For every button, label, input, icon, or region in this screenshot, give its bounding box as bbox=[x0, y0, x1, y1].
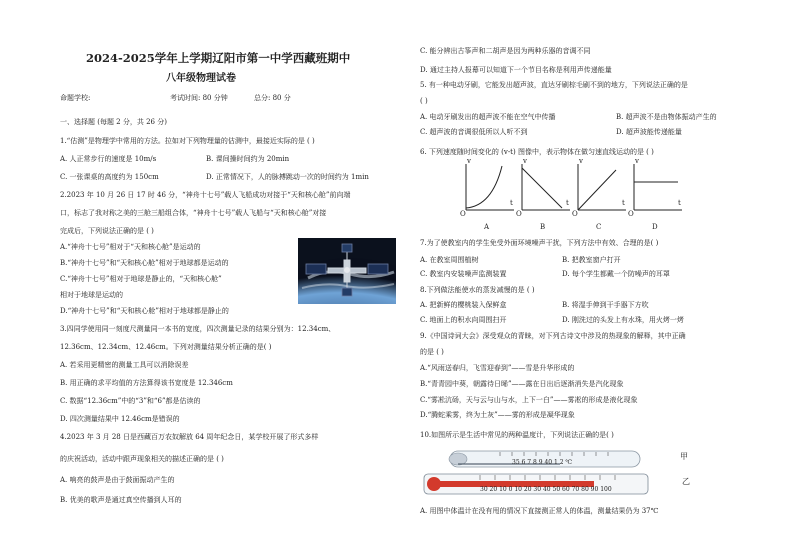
q3-option-d: D. 四次测量结果中 12.46cm是错误的 bbox=[60, 415, 180, 423]
graph-c-v-label: v bbox=[579, 157, 583, 165]
q9-option-c: C.“雾凇沆砀，天与云与山与水，上下一白”——雾凇的形成是液化现象 bbox=[420, 396, 638, 404]
question-3: 3.四同学使用同一刻度尺测量同一本书的宽度，四次测量记录的结果分别为：12.34cm、 bbox=[60, 325, 336, 333]
q3-option-c: C. 数据“12.36cm”中的“3”和“6”都是估读的 bbox=[60, 397, 201, 405]
q7-option-a: A. 在教室周围植树 bbox=[420, 256, 479, 264]
graph-a-label: A bbox=[484, 223, 490, 231]
q4-option-a: A. 响亮的鼓声是由于鼓面振动产生的 bbox=[60, 476, 175, 484]
vt-graph-d bbox=[626, 160, 684, 220]
thermometer-jia-scale: 35 6 7 8 9 40 1 2 ℃ bbox=[512, 459, 573, 466]
question-3-line-2: 12.36cm、12.34cm、12.46cm。下列对测量结果分析正确的是( ) bbox=[60, 343, 272, 351]
q5-option-c: C. 超声波的音调很低所以人听不到 bbox=[420, 128, 528, 136]
space-station-photo bbox=[298, 238, 396, 304]
thermometer-yi-scale: 30 20 10 0 10 20 30 40 50 60 70 80 90 100 bbox=[480, 486, 612, 493]
q9-option-d: D.“腾蛇乘雾，终为土灰”——雾的形成是凝华现象 bbox=[420, 411, 575, 419]
q2-option-d: D.“神舟十七号”和“天和核心舱”相对于地球都是静止的 bbox=[60, 307, 229, 315]
graph-a-v-label: v bbox=[467, 157, 471, 165]
q5-option-d: D. 超声波能传递能量 bbox=[616, 128, 682, 136]
q3-option-a: A. 若采用更精密的测量工具可以消除误差 bbox=[60, 361, 189, 369]
vt-graph-c bbox=[570, 160, 628, 220]
q7-option-d: D. 每个学生都戴一个防噪声的耳罩 bbox=[562, 270, 670, 278]
question-8: 8.下列做法能使水的蒸发减慢的是 ( ) bbox=[420, 286, 535, 294]
question-2: 2.2023 年 10 月 26 日 17 时 46 分，“神舟十七号”载人飞船成功对接于“天和核心舱”前向端 bbox=[60, 191, 351, 199]
graph-b-label: B bbox=[540, 223, 546, 231]
q9-option-a: A.“风雨送春归，飞雪迎春到”——雪是升华形成的 bbox=[420, 364, 575, 372]
q10-option-a: A. 用图中体温计在没有甩的情况下直接测正常人的体温，测量结果仍为 37℃ bbox=[420, 507, 659, 515]
q2-option-c-line-2: 相对于地球是运动的 bbox=[60, 291, 123, 299]
question-4-line-2: 的庆祝活动，活动中跟声现象相关的描述正确的是 ( ) bbox=[60, 455, 224, 463]
question-6: 6. 下列速度随时间变化的 (v-t) 图像中，表示物体在做匀速直线运动的是 ( ) bbox=[420, 148, 654, 156]
question-2-line-3: 完成后，下列说法正确的是 ( ) bbox=[60, 227, 154, 235]
exam-subtitle: 八年级物理试卷 bbox=[166, 73, 236, 84]
thermometer-yi bbox=[420, 471, 652, 497]
graph-b-t-label: t bbox=[566, 199, 569, 207]
graph-a-t-label: t bbox=[510, 199, 513, 207]
graph-b-origin: O bbox=[516, 210, 522, 218]
q8-option-c: C. 地面上的积水向周围扫开 bbox=[420, 316, 507, 324]
question-9-line-2: 的是 ( ) bbox=[420, 348, 444, 356]
meta-school: 命题学校: bbox=[60, 94, 91, 102]
vt-graph-b bbox=[514, 160, 572, 220]
question-7: 7.为了使教室内的学生免受外面环境噪声干扰，下列方法中有效、合理的是( ) bbox=[420, 239, 659, 247]
q2-option-c: C.“神舟十七号”相对于地球是静止的，“天和核心舱” bbox=[60, 275, 222, 283]
q1-option-b: B. 课间操时间约为 20min bbox=[206, 155, 290, 163]
q2-option-a: A.“神舟十七号”相对于“天和核心舱”是运动的 bbox=[60, 243, 201, 251]
q1-option-a: A. 人正常步行的速度是 10m/s bbox=[60, 155, 157, 163]
q5-option-a: A. 电动牙刷发出的超声波不能在空气中传播 bbox=[420, 113, 556, 121]
graph-b-v-label: v bbox=[523, 157, 527, 165]
exam-title: 2024-2025学年上学期辽阳市第一中学西藏班期中 bbox=[86, 51, 351, 65]
q1-option-c: C. 一张课桌的高度约为 150cm bbox=[60, 173, 159, 181]
q4-option-d: D. 通过主持人报幕可以知道下一个节目名称是利用声传递能量 bbox=[420, 66, 612, 74]
question-4: 4.2023 年 3 月 28 日是西藏百万农奴解放 64 周年纪念日，某学校开展了形式多样 bbox=[60, 433, 319, 441]
q9-option-b: B.“青青园中葵，朝露待日晞”——露在日出后逐渐消失是汽化现象 bbox=[420, 380, 624, 388]
graph-c-origin: O bbox=[572, 210, 578, 218]
vt-graph-a bbox=[458, 160, 516, 220]
question-5: 5. 有一种电动牙刷，它能发出超声波，直达牙刷棕毛刷不到的地方，下列说法正确的是 bbox=[420, 81, 688, 89]
question-9: 9.《中国诗词大会》深受观众的青睐，对下列古诗文中涉及的热现象的解释，其中正确 bbox=[420, 332, 686, 340]
section-heading: 一、选择题 (每题 2 分，共 26 分) bbox=[60, 118, 167, 126]
graph-d-label: D bbox=[652, 223, 658, 231]
meta-score: 总分: 80 分 bbox=[254, 94, 291, 102]
q5-option-b: B. 超声波不是由物体振动产生的 bbox=[616, 113, 717, 121]
graph-a-origin: O bbox=[460, 210, 466, 218]
graph-c-t-label: t bbox=[622, 199, 625, 207]
graph-d-t-label: t bbox=[678, 199, 681, 207]
question-10: 10.如图所示是生活中常见的两种温度计，下列说法正确的是( ) bbox=[420, 431, 614, 439]
question-5-line-2: ( ) bbox=[420, 97, 428, 105]
graph-d-origin: O bbox=[628, 210, 634, 218]
question-2-line-2: 口，标志了我对称之美的三舱三船组合体，“神舟十七号”载人飞船与“天和核心舱”对接 bbox=[60, 209, 327, 217]
q8-option-d: D. 刚洗过的头发上有水珠，用火烤一烤 bbox=[562, 316, 684, 324]
q4-option-c: C. 能分辨出古筝声和二胡声是因为两种乐器的音调不同 bbox=[420, 47, 591, 55]
q1-option-d: D. 正常情况下，人的脉搏跳动一次的时间约为 1min bbox=[206, 173, 369, 181]
q7-option-c: C. 教室内安装噪声监测装置 bbox=[420, 270, 507, 278]
q4-option-b: B. 优美的歌声是通过真空传播到人耳的 bbox=[60, 496, 182, 504]
q8-option-b: B. 将湿手伸到干手器下方吹 bbox=[562, 301, 649, 309]
q2-option-b: B.“神舟十七号”和“天和核心舱”相对于地球都是运动的 bbox=[60, 259, 229, 267]
q7-option-b: B. 把教室窗户打开 bbox=[562, 256, 621, 264]
meta-time: 考试时间: 80 分钟 bbox=[170, 94, 228, 102]
thermometer-jia-label: 甲 bbox=[680, 452, 688, 461]
graph-d-v-label: v bbox=[635, 157, 639, 165]
q8-option-a: A. 把新鲜的樱桃装入保鲜盒 bbox=[420, 301, 507, 309]
q3-option-b: B. 用正确的求平均值的方法算得该书宽度是 12.346cm bbox=[60, 379, 233, 387]
thermometer-yi-label: 乙 bbox=[682, 477, 690, 486]
graph-c-label: C bbox=[596, 223, 602, 231]
question-1: 1.“估测”是物理学中常用的方法。拉如对下列物理量的估测中，最接近实际的是 ( ) bbox=[60, 137, 315, 145]
